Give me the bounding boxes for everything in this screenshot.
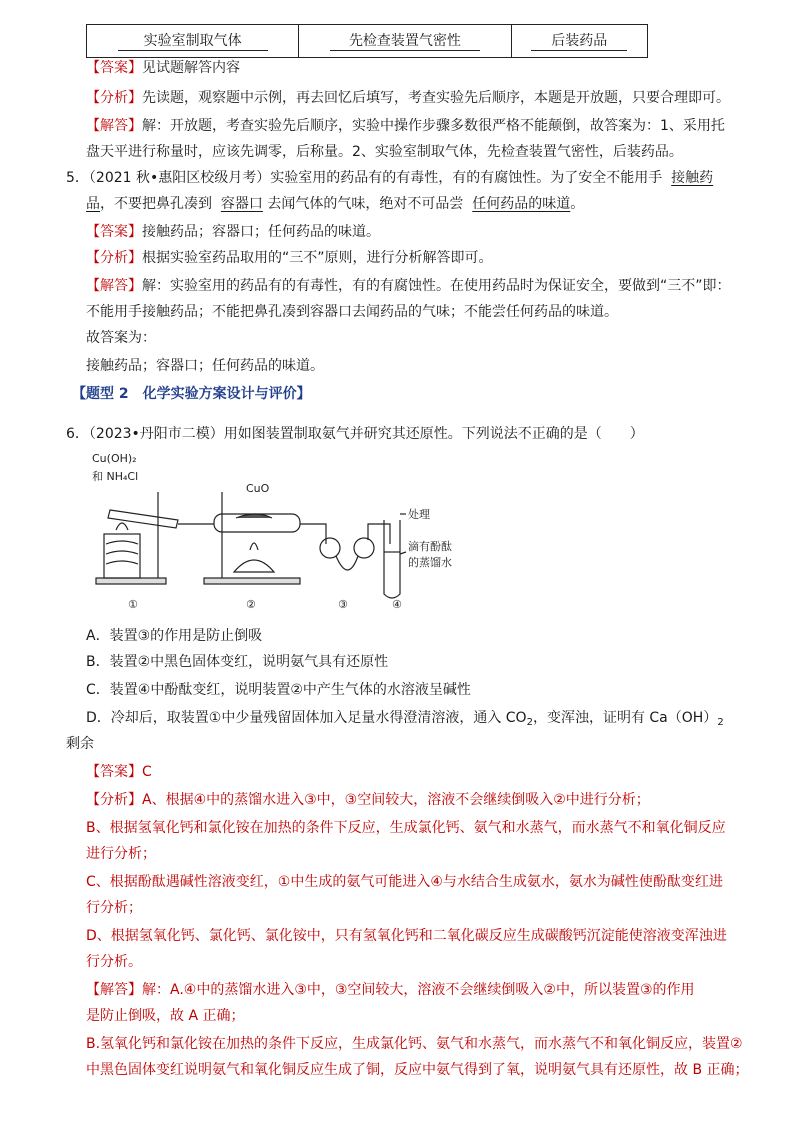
- figure-number: ①: [128, 598, 138, 611]
- figure-label-treatment: 处理: [408, 508, 430, 521]
- q6-option-c: C．装置④中酚酞变红，说明装置②中产生气体的水溶液呈碱性: [86, 682, 471, 698]
- alcohol-lamp: [234, 560, 274, 572]
- u-tube: [336, 556, 358, 570]
- table-cell: 先检查装置气密性: [299, 25, 511, 58]
- stand-base: [96, 578, 166, 584]
- table-row: [87, 25, 648, 58]
- q6-solution-line: 中黑色固体变红说明氨气和氧化铜反应生成了铜，反应中氨气得到了氧，说明氨气具有还原性，故 B 正确；: [86, 1062, 749, 1078]
- wood-block-hatch: [106, 541, 138, 564]
- q5-solution-line: 不能用手接触药品；不能把鼻孔凑到容器口去闻药品的气味；不能尝任何药品的味道。: [86, 304, 618, 320]
- flame-icon: [116, 523, 128, 530]
- q5-solution-line: 接触药品；容器口；任何药品的味道。: [86, 358, 324, 374]
- q6-option-d-cont: 剩余: [66, 736, 94, 752]
- q6-stem: 6．（2023•丹阳市二模）用如图装置制取氨气并研究其还原性。下列说法不正确的是（ ）: [66, 426, 644, 442]
- figure-label-reagent: Cu(OH)₂: [92, 452, 137, 465]
- figure-number: ③: [338, 598, 348, 611]
- q6-answer: 【答案】C: [86, 764, 152, 780]
- bulb: [320, 538, 340, 558]
- q6-option-a: A．装置③的作用是防止倒吸: [86, 628, 263, 644]
- leader-line: [400, 552, 406, 554]
- figure-number: ②: [246, 598, 256, 611]
- q5-answer: 【答案】接触药品；容器口；任何药品的味道。: [86, 224, 380, 240]
- stand-base: [204, 578, 300, 584]
- q4-analysis: 【分析】先读题，观察题中示例，再去回忆后填写，考查实验先后顺序，本题是开放题，只要合理即可。: [86, 90, 730, 106]
- q4-solution-line: 盘天平进行称量时，应该先调零，后称量。2、实验室制取气体，先检查装置气密性，后装药品。: [86, 144, 683, 160]
- q5-stem-cont: 品，不要把鼻孔凑到 容器口 去闻气体的气味，绝对不可品尝 任何药品的味道。: [86, 196, 585, 212]
- apparatus-figure: [86, 448, 466, 616]
- q6-solution-line: 【解答】解：A.④中的蒸馏水进入③中，③空间较大，溶液不会继续倒吸入②中，所以装置③的作用: [86, 982, 695, 998]
- q6-analysis-line: D、根据氢氧化钙、氯化钙、氯化铵中，只有氢氧化钙和二氧化碳反应生成碳酸钙沉淀能使溶液变浑浊进: [86, 928, 727, 944]
- figure-number: ④: [392, 598, 402, 611]
- q6-analysis-line: 进行分析；: [86, 846, 156, 862]
- flame-icon: [250, 543, 258, 550]
- q6-analysis-line: C、根据酚酞遇碱性溶液变红，①中生成的氨气可能进入④与水结合生成氨水，氨水为碱性使酚酞变红进: [86, 874, 723, 890]
- section-heading: 【题型 2 化学实验方案设计与评价】: [72, 386, 311, 402]
- q5-solution-line: 【解答】解：实验室用的药品有的有毒性，有的有腐蚀性。在使用药品时为保证安全，要做到“三不”即：: [86, 278, 731, 294]
- q6-analysis-line: 行分析；: [86, 900, 142, 916]
- q5-solution-line: 故答案为：: [86, 330, 156, 346]
- table-cell: 实验室制取气体: [87, 25, 299, 58]
- receiving-tube: [384, 520, 400, 598]
- q6-analysis: 【分析】A、根据④中的蒸馏水进入③中，③空间较大，溶液不会继续倒吸入②中进行分析；: [86, 792, 650, 808]
- figure-label-cuo: CuO: [246, 482, 270, 495]
- figure-label-phenol: 的蒸馏水: [408, 556, 452, 569]
- sequence-table: [86, 24, 648, 58]
- q6-analysis-line: 行分析。: [86, 954, 142, 970]
- bulb: [354, 538, 374, 558]
- q4-answer: 【答案】见试题解答内容: [86, 60, 240, 76]
- q6-solution-line: B.氢氧化钙和氯化铵在加热的条件下反应，生成氯化钙、氨气和水蒸气，而水蒸气不和氧化铜反应，装置②: [86, 1036, 743, 1052]
- q6-option-d: D．冷却后，取装置①中少量残留固体加入足量水得澄清溶液，通入 $CO_2$，变浑浊，证明有 $Ca(OH)_2$: [86, 710, 724, 728]
- q6-solution-line: 是防止倒吸，故 A 正确；: [86, 1008, 245, 1024]
- figure-label-phenol: 滴有酚酞: [408, 540, 452, 553]
- figure-label-reagent: 和 NH₄Cl: [92, 470, 139, 483]
- q5-stem: 5．（2021 秋•惠阳区校级月考）实验室用的药品有的有毒性，有的有腐蚀性。为了安全不能用手 接触药: [66, 170, 714, 186]
- q6-analysis-line: B、根据氢氧化钙和氯化铵在加热的条件下反应，生成氯化钙、氨气和水蒸气，而水蒸气不和氧化铜反应: [86, 820, 726, 836]
- q4-solution-line: 【解答】解：开放题，考查实验先后顺序，实验中操作步骤多数很严格不能颠倒，故答案为：1、采用托: [86, 118, 725, 134]
- q5-analysis: 【分析】根据实验室药品取用的“三不”原则，进行分析解答即可。: [86, 250, 493, 266]
- table-cell: 后装药品: [511, 25, 647, 58]
- q6-option-b: B．装置②中黑色固体变红，说明氨气具有还原性: [86, 654, 389, 670]
